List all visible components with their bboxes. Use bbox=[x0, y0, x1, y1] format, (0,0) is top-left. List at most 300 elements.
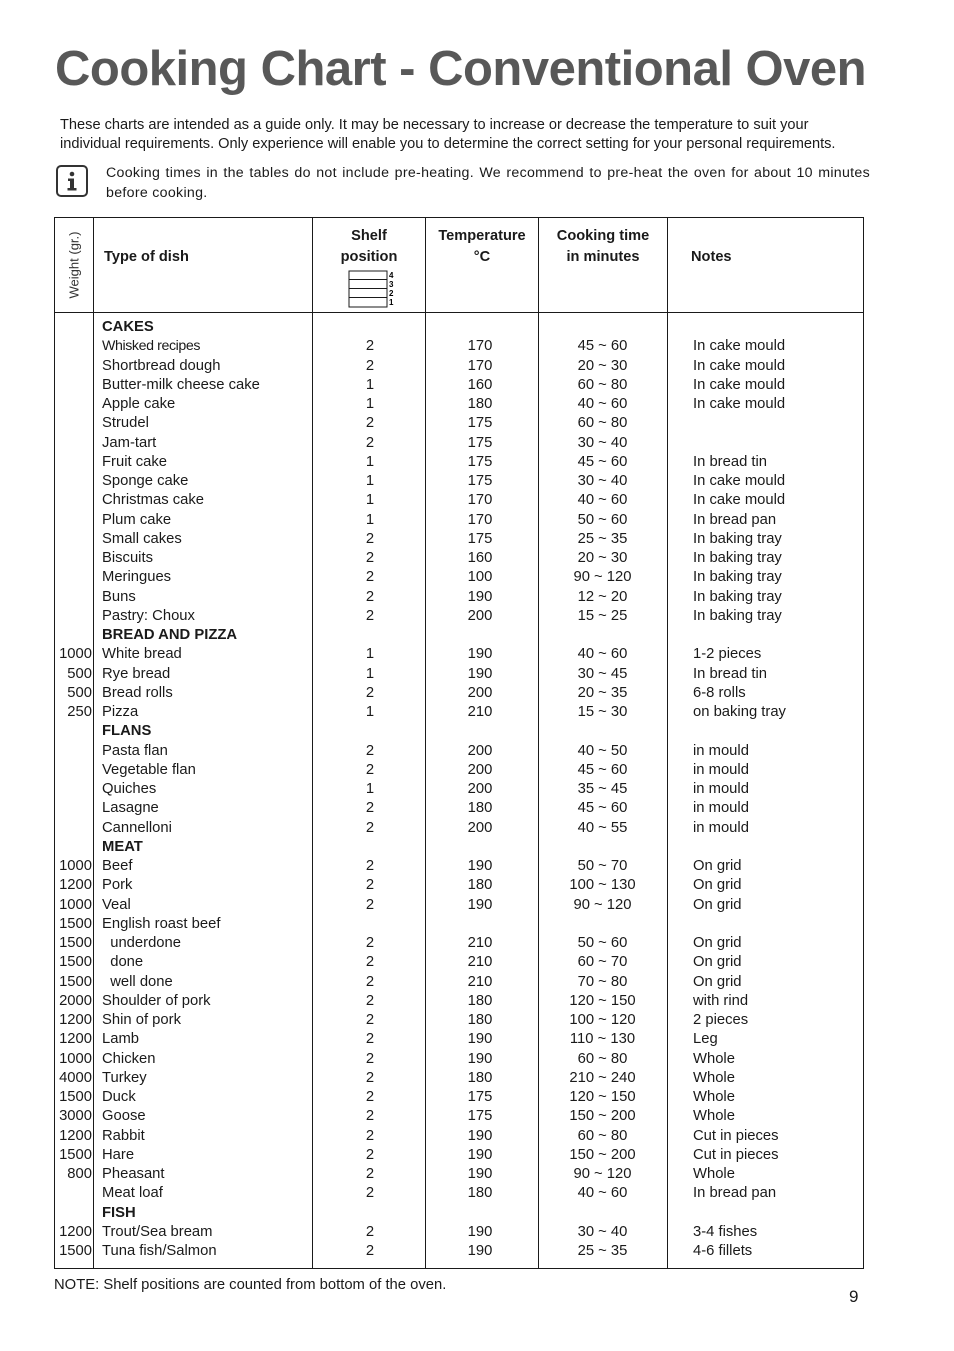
dish-name-cell: Plum cake bbox=[102, 511, 172, 528]
shelf-cell: 2 bbox=[365, 1108, 375, 1125]
dish-name-cell: Sponge cake bbox=[102, 473, 189, 489]
dish-name-cell: Whisked recipes bbox=[102, 338, 201, 355]
shelf-cell: 2 bbox=[365, 1050, 375, 1067]
dish-name-cell: Lasagne bbox=[102, 800, 159, 817]
shelf-cell: 2 bbox=[365, 1223, 375, 1240]
shelf-cell: 2 bbox=[365, 1031, 375, 1048]
cooking-time-cell: 100 ~ 120 bbox=[569, 1012, 636, 1028]
temperature-cell: 190 bbox=[467, 1223, 493, 1240]
notes-cell: In baking tray bbox=[693, 550, 782, 566]
dish-name-cell: Pasta flan bbox=[102, 742, 168, 759]
shelf-cell: 2 bbox=[365, 742, 375, 759]
dish-name-cell: Buns bbox=[102, 588, 136, 605]
cooking-time-cell: 60 ~ 80 bbox=[577, 1050, 628, 1067]
category-label: FISH bbox=[102, 1204, 136, 1221]
temperature-cell: 175 bbox=[467, 434, 493, 451]
notes-cell: On grid bbox=[693, 877, 742, 894]
category-row bbox=[55, 1204, 863, 1223]
temperature-cell: 190 bbox=[467, 646, 493, 663]
shelf-cell: 1 bbox=[365, 492, 375, 509]
notes-cell: with rind bbox=[693, 992, 749, 1009]
shelf-cell: 1 bbox=[365, 665, 375, 682]
notes-cell: In bread pan bbox=[693, 511, 777, 528]
cooking-time-cell: 90 ~ 120 bbox=[573, 896, 632, 913]
weight-cell: 1500 bbox=[59, 1243, 92, 1259]
temperature-cell: 190 bbox=[467, 1146, 493, 1163]
shelf-cell: 2 bbox=[365, 896, 375, 913]
dish-name-cell: Small cakes bbox=[102, 530, 182, 547]
cooking-time-cell: 150 ~ 200 bbox=[569, 1146, 636, 1163]
shelf-cell: 2 bbox=[365, 1089, 375, 1105]
weight-cell: 1000 bbox=[59, 1050, 92, 1067]
cooking-time-cell: 60 ~ 80 bbox=[577, 1127, 628, 1144]
weight-cell: 4000 bbox=[59, 1069, 92, 1086]
shelf-cell: 1 bbox=[365, 704, 375, 720]
weight-cell: 1000 bbox=[59, 858, 92, 874]
cooking-time-cell: 50 ~ 70 bbox=[577, 858, 628, 874]
shelf-cell: 2 bbox=[365, 1012, 375, 1028]
temperature-cell: 210 bbox=[467, 973, 493, 990]
temperature-cell: 160 bbox=[467, 550, 493, 566]
category-row bbox=[55, 626, 863, 645]
table-row bbox=[55, 742, 863, 761]
table-body bbox=[55, 318, 863, 1261]
cooking-time-cell: 15 ~ 25 bbox=[577, 607, 628, 624]
temperature-cell: 190 bbox=[467, 588, 493, 605]
temperature-cell: 100 bbox=[467, 569, 493, 586]
table-row bbox=[55, 857, 863, 876]
notes-cell: In cake mould bbox=[693, 492, 786, 509]
dish-name-cell: Pastry: Choux bbox=[102, 607, 195, 624]
dish-name-cell: Pheasant bbox=[102, 1166, 165, 1182]
temperature-cell: 175 bbox=[467, 415, 493, 432]
table-row bbox=[55, 665, 863, 684]
dish-name-cell: underdone bbox=[102, 935, 181, 951]
temperature-cell: 170 bbox=[467, 357, 493, 374]
table-row bbox=[55, 684, 863, 703]
notes-cell: On grid bbox=[693, 896, 742, 913]
notes-cell: in mould bbox=[693, 819, 749, 836]
notes-cell: Leg bbox=[693, 1031, 718, 1048]
table-row bbox=[55, 395, 863, 414]
intro-text: These charts are intended as a guide only. It may be necessary to increase or decrease the temperature to suit your individual requirements. Only experience will enable you to determine the correct setting for your personal requirements. bbox=[60, 117, 836, 152]
header-dish: Type of dish bbox=[104, 249, 189, 265]
shelf-cell: 1 bbox=[365, 473, 375, 489]
notes-cell: 3-4 fishes bbox=[693, 1223, 758, 1240]
temperature-cell: 190 bbox=[467, 1166, 493, 1182]
header-cooking-time-line1: Cooking time bbox=[556, 228, 650, 244]
shelf-cell: 1 bbox=[365, 511, 375, 528]
notes-cell: In baking tray bbox=[693, 588, 782, 605]
temperature-cell: 175 bbox=[467, 473, 493, 489]
notes-cell: in mould bbox=[693, 800, 749, 817]
header-notes: Notes bbox=[691, 249, 732, 265]
table-row bbox=[55, 1165, 863, 1184]
cooking-time-cell: 50 ~ 60 bbox=[577, 935, 628, 951]
dish-name-cell: English roast beef bbox=[102, 915, 221, 932]
info-icon bbox=[56, 165, 88, 197]
notes-cell: In baking tray bbox=[693, 607, 782, 624]
header-temperature-line1: Temperature bbox=[438, 228, 526, 244]
notes-cell: In bread tin bbox=[693, 665, 768, 682]
notes-cell: 1-2 pieces bbox=[693, 646, 762, 663]
notes-cell: Whole bbox=[693, 1108, 735, 1125]
temperature-cell: 180 bbox=[467, 877, 493, 894]
temperature-cell: 180 bbox=[467, 396, 493, 412]
table-row bbox=[55, 530, 863, 549]
shelf-cell: 2 bbox=[365, 1146, 375, 1163]
dish-name-cell: well done bbox=[102, 973, 173, 990]
shelf-cell: 2 bbox=[365, 569, 375, 586]
header-shelf-line2: position bbox=[340, 249, 398, 265]
dish-name-cell: Quiches bbox=[102, 781, 157, 797]
category-label: BREAD AND PIZZA bbox=[102, 627, 238, 643]
dish-name-cell: Apple cake bbox=[102, 396, 176, 412]
table-row bbox=[55, 934, 863, 953]
weight-cell: 1200 bbox=[59, 1012, 92, 1028]
header-weight-label: Weight (gr.) bbox=[66, 231, 82, 299]
table-row bbox=[55, 1088, 863, 1107]
table-row bbox=[55, 472, 863, 491]
shelf-cell: 2 bbox=[365, 415, 375, 432]
temperature-cell: 200 bbox=[467, 761, 493, 778]
shelf-level-label: 3 bbox=[389, 280, 394, 289]
shelf-cell: 1 bbox=[365, 453, 375, 470]
table-row bbox=[55, 376, 863, 395]
temperature-cell: 160 bbox=[467, 376, 493, 393]
temperature-cell: 190 bbox=[467, 896, 493, 913]
cooking-time-cell: 40 ~ 60 bbox=[577, 646, 628, 663]
cooking-time-cell: 35 ~ 45 bbox=[577, 781, 628, 797]
dish-name-cell: Christmas cake bbox=[102, 492, 204, 509]
dish-name-cell: Shoulder of pork bbox=[102, 992, 211, 1009]
cooking-time-cell: 150 ~ 200 bbox=[569, 1108, 636, 1125]
notes-cell: Whole bbox=[693, 1089, 735, 1105]
shelf-cell: 2 bbox=[365, 800, 375, 817]
table-row bbox=[55, 1011, 863, 1030]
dish-name-cell: Meringues bbox=[102, 569, 172, 586]
cooking-time-cell: 20 ~ 35 bbox=[577, 684, 628, 701]
notes-cell: 4-6 fillets bbox=[693, 1243, 753, 1259]
shelf-cell: 2 bbox=[365, 1243, 375, 1259]
dish-name-cell: Turkey bbox=[102, 1069, 147, 1086]
dish-name-cell: Veal bbox=[102, 896, 131, 913]
shelf-level-label: 2 bbox=[389, 289, 394, 298]
temperature-cell: 180 bbox=[467, 1069, 493, 1086]
cooking-time-cell: 60 ~ 70 bbox=[577, 954, 628, 971]
temperature-cell: 175 bbox=[467, 530, 493, 547]
dish-name-cell: Beef bbox=[102, 858, 133, 874]
dish-name-cell: Pork bbox=[102, 877, 133, 894]
cooking-time-cell: 90 ~ 120 bbox=[573, 569, 632, 586]
temperature-cell: 190 bbox=[467, 858, 493, 874]
temperature-cell: 210 bbox=[467, 704, 493, 720]
cooking-time-cell: 40 ~ 60 bbox=[577, 492, 628, 509]
table-row bbox=[55, 992, 863, 1011]
shelf-cell: 2 bbox=[365, 357, 375, 374]
temperature-cell: 200 bbox=[467, 607, 493, 624]
page-title: Cooking Chart - Conventional Oven bbox=[55, 42, 867, 96]
table-row bbox=[55, 1107, 863, 1126]
notes-cell: On grid bbox=[693, 954, 742, 971]
table-row bbox=[55, 780, 863, 799]
footnote: NOTE: Shelf positions are counted from bottom of the oven. bbox=[54, 1277, 447, 1293]
temperature-cell: 190 bbox=[467, 1243, 493, 1259]
header-weight bbox=[55, 218, 93, 312]
weight-cell: 3000 bbox=[59, 1108, 92, 1125]
table-row bbox=[55, 896, 863, 915]
preheat-note: Cooking times in the tables do not include pre-heating. We recommend to pre-heat the oven for about 10 minutes before cooking. bbox=[106, 165, 870, 201]
shelf-cell: 2 bbox=[365, 1166, 375, 1182]
dish-name-cell: Tuna fish/Salmon bbox=[102, 1243, 217, 1259]
temperature-cell: 170 bbox=[467, 492, 493, 509]
dish-name-cell: Fruit cake bbox=[102, 453, 167, 470]
cooking-time-cell: 70 ~ 80 bbox=[577, 973, 628, 990]
dish-name-cell: Rye bread bbox=[102, 665, 171, 682]
cooking-time-cell: 30 ~ 45 bbox=[577, 665, 628, 682]
notes-cell: Cut in pieces bbox=[693, 1146, 779, 1163]
dish-name-cell: Cannelloni bbox=[102, 819, 172, 836]
temperature-cell: 200 bbox=[467, 684, 493, 701]
cooking-time-cell: 120 ~ 150 bbox=[569, 992, 636, 1009]
dish-name-cell: Trout/Sea bream bbox=[102, 1223, 213, 1240]
dish-name-cell: Hare bbox=[102, 1146, 135, 1163]
category-row bbox=[55, 318, 863, 337]
shelf-cell: 2 bbox=[365, 819, 375, 836]
table-row bbox=[55, 1050, 863, 1069]
shelf-cell: 2 bbox=[365, 588, 375, 605]
table-row bbox=[55, 1069, 863, 1088]
weight-cell: 800 bbox=[67, 1166, 92, 1182]
dish-name-cell: Vegetable flan bbox=[102, 761, 196, 778]
weight-cell: 1500 bbox=[59, 1146, 92, 1163]
cooking-time-cell: 45 ~ 60 bbox=[577, 338, 628, 355]
cooking-time-cell: 40 ~ 60 bbox=[577, 1185, 628, 1202]
cooking-time-cell: 120 ~ 150 bbox=[569, 1089, 636, 1105]
weight-cell: 1200 bbox=[59, 1127, 92, 1144]
notes-cell: on baking tray bbox=[693, 704, 786, 720]
table-row bbox=[55, 357, 863, 376]
shelf-cell: 2 bbox=[365, 973, 375, 990]
notes-cell: In cake mould bbox=[693, 357, 786, 374]
shelf-cell: 2 bbox=[365, 530, 375, 547]
weight-cell: 2000 bbox=[59, 992, 92, 1009]
table-row bbox=[55, 645, 863, 664]
temperature-cell: 200 bbox=[467, 742, 493, 759]
cooking-time-cell: 45 ~ 60 bbox=[577, 453, 628, 470]
dish-name-cell: Strudel bbox=[102, 415, 149, 432]
shelf-cell: 1 bbox=[365, 376, 375, 393]
cooking-time-cell: 50 ~ 60 bbox=[577, 511, 628, 528]
shelf-cell: 2 bbox=[365, 954, 375, 971]
table-row bbox=[55, 337, 863, 356]
dish-name-cell: Pizza bbox=[102, 704, 139, 720]
temperature-cell: 210 bbox=[467, 935, 493, 951]
table-row bbox=[55, 511, 863, 530]
dish-name-cell: Shortbread dough bbox=[102, 357, 221, 374]
weight-cell: 1200 bbox=[59, 1223, 92, 1240]
weight-cell: 1200 bbox=[59, 877, 92, 894]
dish-name-cell: Rabbit bbox=[102, 1127, 145, 1144]
header-shelf bbox=[313, 226, 425, 268]
header-temperature-line2: °C bbox=[473, 249, 491, 265]
header-divider bbox=[55, 312, 863, 313]
table-row bbox=[55, 588, 863, 607]
table-row bbox=[55, 876, 863, 895]
table-row bbox=[55, 1223, 863, 1242]
temperature-cell: 190 bbox=[467, 1031, 493, 1048]
dish-name-cell: done bbox=[102, 954, 144, 971]
cooking-time-cell: 40 ~ 50 bbox=[577, 742, 628, 759]
shelf-cell: 2 bbox=[365, 434, 375, 451]
notes-cell: In baking tray bbox=[693, 569, 782, 586]
notes-cell: Whole bbox=[693, 1166, 735, 1182]
notes-cell: 6-8 rolls bbox=[693, 684, 746, 701]
header-shelf-line1: Shelf bbox=[351, 228, 387, 244]
table-row bbox=[55, 434, 863, 453]
shelf-cell: 2 bbox=[365, 338, 375, 355]
temperature-cell: 175 bbox=[467, 453, 493, 470]
dish-name-cell: Goose bbox=[102, 1108, 146, 1125]
cooking-time-cell: 25 ~ 35 bbox=[577, 530, 628, 547]
shelf-cell: 2 bbox=[365, 607, 375, 624]
weight-cell: 1500 bbox=[59, 973, 92, 990]
table-row bbox=[55, 491, 863, 510]
shelf-cell: 2 bbox=[365, 761, 375, 778]
dish-name-cell: Jam-tart bbox=[102, 434, 157, 451]
notes-cell: in mould bbox=[693, 742, 749, 759]
weight-cell: 250 bbox=[67, 704, 92, 720]
table-row bbox=[55, 953, 863, 972]
table-row bbox=[55, 568, 863, 587]
temperature-cell: 175 bbox=[467, 1108, 493, 1125]
weight-cell: 500 bbox=[67, 665, 92, 682]
temperature-cell: 190 bbox=[467, 665, 493, 682]
table-row bbox=[55, 1127, 863, 1146]
notes-cell: On grid bbox=[693, 973, 742, 990]
category-row bbox=[55, 838, 863, 857]
notes-cell: in mould bbox=[693, 781, 749, 797]
shelf-levels-icon bbox=[348, 270, 394, 308]
table-row bbox=[55, 1184, 863, 1203]
table-row bbox=[55, 453, 863, 472]
cooking-time-cell: 30 ~ 40 bbox=[577, 473, 628, 489]
table-row bbox=[55, 607, 863, 626]
notes-cell: On grid bbox=[693, 858, 742, 874]
cooking-chart-table bbox=[54, 217, 864, 1269]
dish-name-cell: Bread rolls bbox=[102, 684, 173, 701]
header-temperature bbox=[426, 226, 538, 268]
dish-name-cell: Shin of pork bbox=[102, 1012, 181, 1028]
notes-cell: In bread pan bbox=[693, 1185, 777, 1202]
table-row bbox=[55, 1146, 863, 1165]
temperature-cell: 170 bbox=[467, 338, 493, 355]
notes-cell: In baking tray bbox=[693, 530, 782, 547]
table-row bbox=[55, 1030, 863, 1049]
notes-cell: In cake mould bbox=[693, 338, 786, 355]
shelf-cell: 2 bbox=[365, 858, 375, 874]
shelf-cell: 2 bbox=[365, 877, 375, 894]
dish-name-cell: White bread bbox=[102, 646, 182, 663]
cooking-time-cell: 40 ~ 55 bbox=[577, 819, 628, 836]
cooking-time-cell: 25 ~ 35 bbox=[577, 1243, 628, 1259]
dish-name-cell: Meat loaf bbox=[102, 1185, 163, 1202]
temperature-cell: 210 bbox=[467, 954, 493, 971]
temperature-cell: 190 bbox=[467, 1050, 493, 1067]
table-row bbox=[55, 1242, 863, 1261]
category-row bbox=[55, 722, 863, 741]
cooking-time-cell: 45 ~ 60 bbox=[577, 800, 628, 817]
shelf-cell: 1 bbox=[365, 781, 375, 797]
shelf-cell: 2 bbox=[365, 1069, 375, 1086]
dish-name-cell: Biscuits bbox=[102, 550, 153, 566]
shelf-cell: 2 bbox=[365, 992, 375, 1009]
cooking-time-cell: 30 ~ 40 bbox=[577, 434, 628, 451]
notes-cell: In bread tin bbox=[693, 453, 768, 470]
dish-name-cell: Duck bbox=[102, 1089, 136, 1105]
cooking-time-cell: 210 ~ 240 bbox=[569, 1069, 636, 1086]
weight-cell: 1500 bbox=[59, 915, 92, 932]
table-row bbox=[55, 414, 863, 433]
shelf-cell: 2 bbox=[365, 935, 375, 951]
weight-cell: 1500 bbox=[59, 954, 92, 971]
temperature-cell: 200 bbox=[467, 781, 493, 797]
cooking-time-cell: 30 ~ 40 bbox=[577, 1223, 628, 1240]
weight-cell: 1500 bbox=[59, 1089, 92, 1105]
notes-cell: in mould bbox=[693, 761, 749, 778]
temperature-cell: 190 bbox=[467, 1127, 493, 1144]
table-row bbox=[55, 799, 863, 818]
shelf-cell: 2 bbox=[365, 550, 375, 566]
notes-cell: In cake mould bbox=[693, 376, 786, 393]
shelf-cell: 1 bbox=[365, 396, 375, 412]
temperature-cell: 200 bbox=[467, 819, 493, 836]
notes-cell: Cut in pieces bbox=[693, 1127, 779, 1144]
weight-cell: 1000 bbox=[59, 646, 92, 663]
notes-cell: In cake mould bbox=[693, 473, 786, 489]
table-row bbox=[55, 703, 863, 722]
dish-name-cell: Butter-milk cheese cake bbox=[102, 376, 260, 393]
temperature-cell: 180 bbox=[467, 1185, 493, 1202]
notes-cell: On grid bbox=[693, 935, 742, 951]
category-label: CAKES bbox=[102, 319, 154, 335]
shelf-cell: 1 bbox=[365, 646, 375, 663]
notes-cell: Whole bbox=[693, 1069, 735, 1086]
cooking-time-cell: 40 ~ 60 bbox=[577, 396, 628, 412]
weight-cell: 1000 bbox=[59, 896, 92, 913]
shelf-level-label: 4 bbox=[389, 271, 394, 280]
table-row bbox=[55, 549, 863, 568]
notes-cell: Whole bbox=[693, 1050, 735, 1067]
table-row bbox=[55, 915, 863, 934]
cooking-time-cell: 20 ~ 30 bbox=[577, 550, 628, 566]
weight-cell: 1500 bbox=[59, 935, 92, 951]
weight-cell: 500 bbox=[67, 684, 92, 701]
cooking-time-cell: 12 ~ 20 bbox=[577, 588, 628, 605]
category-label: FLANS bbox=[102, 723, 152, 740]
header-cooking-time bbox=[539, 226, 667, 268]
weight-cell: 1200 bbox=[59, 1031, 92, 1048]
notes-cell: 2 pieces bbox=[693, 1012, 749, 1028]
cooking-time-cell: 15 ~ 30 bbox=[577, 704, 628, 720]
table-row bbox=[55, 973, 863, 992]
cooking-time-cell: 100 ~ 130 bbox=[569, 877, 636, 894]
dish-name-cell: Lamb bbox=[102, 1031, 140, 1048]
category-label: MEAT bbox=[102, 838, 143, 855]
cooking-time-cell: 110 ~ 130 bbox=[569, 1031, 636, 1048]
temperature-cell: 170 bbox=[467, 511, 493, 528]
shelf-cell: 2 bbox=[365, 684, 375, 701]
